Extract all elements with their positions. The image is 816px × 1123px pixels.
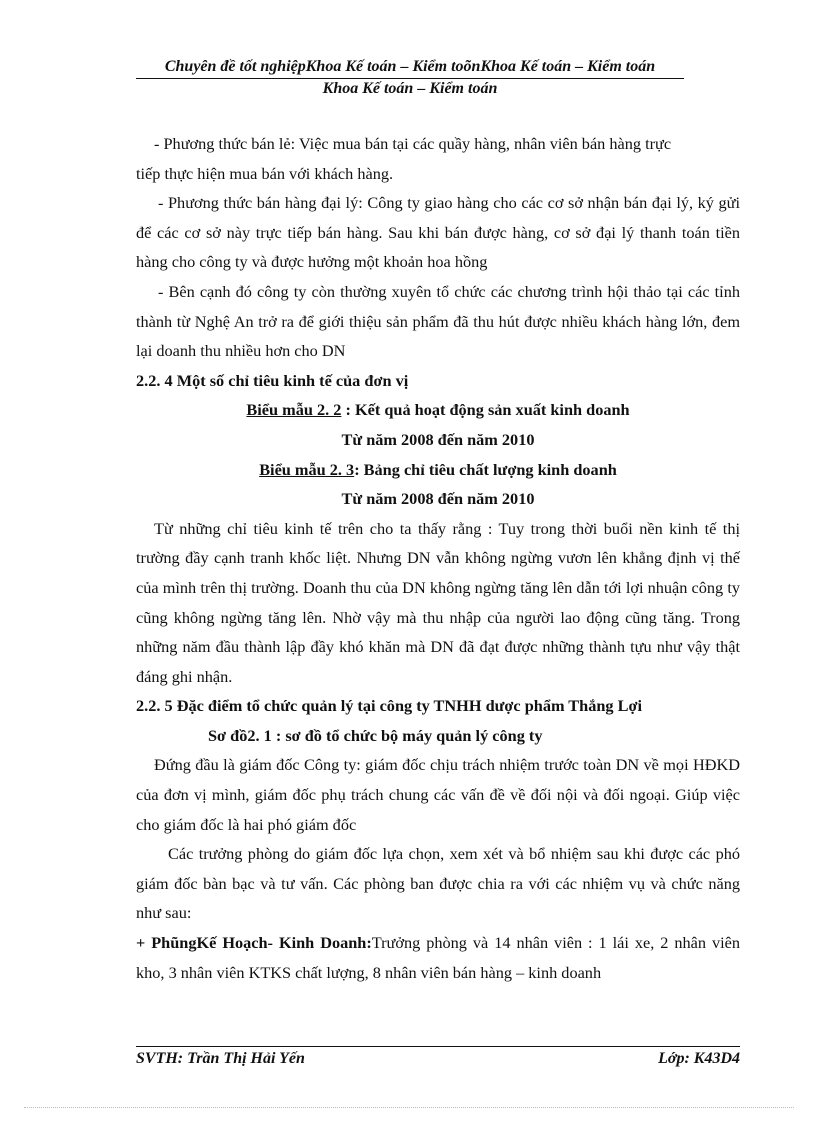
paragraph-agency-sales: - Phương thức bán hàng đại lý: Công ty giao hàng cho các cơ sở nhận bán đại lý, ký gửi để các cơ sở này trực tiếp bán hàng. Sau khi bán được hàng, cơ sở đại lý thanh toán tiền hàng cho công ty và được hưởng một khoản hoa hồng <box>136 193 740 272</box>
section-heading-2-2-4: 2.2. 4 Một số chỉ tiêu kinh tế của đơn vị <box>136 370 409 390</box>
form-2-3-label: Biểu mẫu 2. 3 <box>259 459 355 479</box>
document-body <box>136 129 740 987</box>
header-line-2: Khoa Kế toán – Kiểm toán <box>322 80 498 97</box>
paragraph-retail-sales-1: - Phương thức bán lẻ: Việc mua bán tại các quầy hàng, nhân viên bán hàng trực <box>154 134 672 153</box>
footer-student-name: SVTH: Trần Thị Hải Yến <box>136 1050 305 1067</box>
form-2-3-title: : Bảng chỉ tiêu chất lượng kinh doanh <box>354 459 617 479</box>
form-2-3-caption <box>136 455 740 485</box>
paragraph-planning-department <box>136 928 740 987</box>
footer-divider <box>136 1046 740 1047</box>
page-bottom-dotted-line <box>24 1107 794 1108</box>
paragraph-retail-sales-2: tiếp thực hiện mua bán với khách hàng. <box>136 163 394 183</box>
form-2-2-caption <box>136 395 740 425</box>
page-header <box>136 57 684 99</box>
paragraph-director: Đứng đầu là giám đốc Công ty: giám đốc chịu trách nhiệm trước toàn DN về mọi HĐKD của đơn vị mình, giám đốc phụ trách chung các vấn đề về đối nội và đối ngoại. Giúp việc cho giám đốc là hai phó giám đốc <box>136 755 740 834</box>
footer-class: Lớp: K43D4 <box>658 1050 740 1067</box>
planning-department-label: + PhũngKế Hoạch- Kinh Doanh: <box>136 933 372 953</box>
form-2-2-period: Từ năm 2008 đến năm 2010 <box>341 429 535 449</box>
form-2-3-period: Từ năm 2008 đến năm 2010 <box>341 489 535 509</box>
paragraph-seminars: - Bên cạnh đó công ty còn thường xuyên tổ chức các chương trình hội thảo tại các tỉnh thành từ Nghệ An trở ra để giới thiệu sản phẩm đã thu hút được nhiều khách hàng lớn, đem lại doanh thu nhiều hơn cho DN <box>136 281 740 361</box>
paragraph-department-heads: Các trưởng phòng do giám đốc lựa chọn, xem xét và bổ nhiệm sau khi được các phó giám đốc bàn bạc và tư vấn. Các phòng ban được chia ra với các nhiệm vụ và chức năng như sau: <box>136 844 740 923</box>
form-2-2-title: : Kết quả hoạt động sản xuất kinh doanh <box>341 400 630 420</box>
header-line-1: Chuyên đề tốt nghiệpKhoa Kế toán – Kiểm toõnKhoa Kế toán – Kiểm toán <box>136 57 684 79</box>
planning-department-text: Trưởng phòng và 14 nhân viên : 1 lái xe, 2 nhân viên kho, 3 nhân viên KTKS chất lượng, 8 nhân viên bán hàng – kinh doanh <box>136 933 740 982</box>
paragraph-economic-indicators: Từ những chỉ tiêu kinh tế trên cho ta thấy rằng : Tuy trong thời buổi nền kinh tế thị trường đầy cạnh tranh khốc liệt. Nhưng DN vẫn không ngừng vươn lên khẳng định vị thế của mình trên thị trường. Doanh thu của DN không ngừng tăng lên dẫn tới lợi nhuận công ty cũng không ngừng tăng lên. Nhờ vậy mà thu nhập của người lao động cũng tăng. Trong những năm đầu thành lập đầy khó khăn mà DN đã đạt được những thành tựu như vậy thật đáng ghi nhận. <box>136 518 740 686</box>
diagram-title: Sơ đồ2. 1 : sơ đồ tổ chức bộ máy quản lý công ty <box>208 725 543 745</box>
form-2-2-label: Biểu mẫu 2. 2 <box>246 400 342 420</box>
section-heading-2-2-5: 2.2. 5 Đặc điểm tổ chức quản lý tại công ty TNHH dược phẩm Thắng Lợi <box>136 696 643 716</box>
